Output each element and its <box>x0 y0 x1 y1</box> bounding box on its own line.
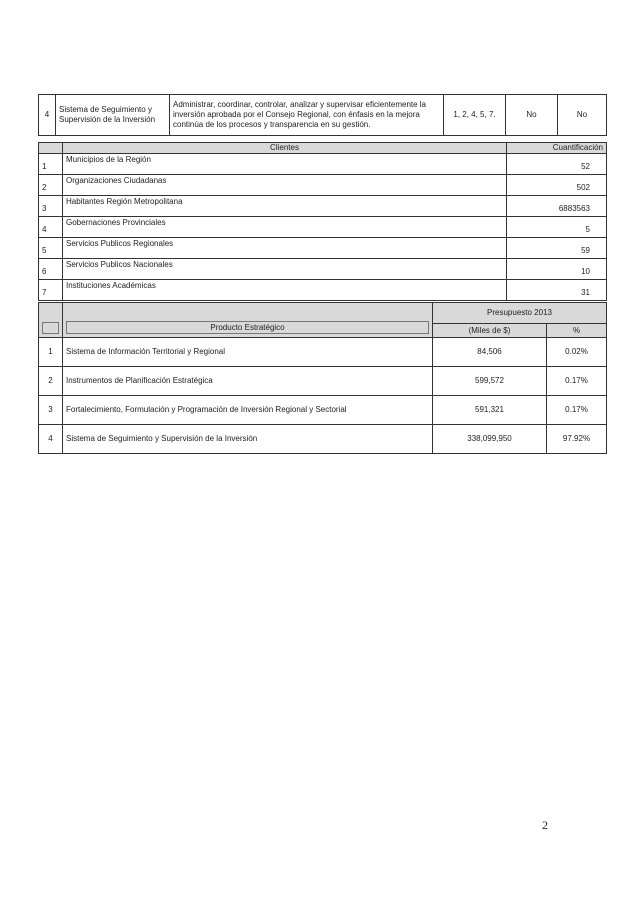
product-col1: No <box>506 95 558 136</box>
client-number: 1 <box>39 154 63 175</box>
table-row <box>39 217 607 238</box>
budget-table <box>38 302 607 454</box>
client-name: Organizaciones Ciudadanas <box>63 175 507 196</box>
budget-header: Presupuesto 2013 <box>433 303 607 324</box>
client-quantity: 10 <box>507 259 607 280</box>
clients-header: Clientes <box>63 143 507 154</box>
client-name: Servicios Publicos Nacionales <box>63 259 507 280</box>
client-name: Instituciones Académicas <box>63 280 507 301</box>
table-row <box>39 175 607 196</box>
percent-header: % <box>547 324 607 338</box>
budget-amount: 591,321 <box>433 396 547 425</box>
product-col2: No <box>558 95 607 136</box>
clients-table <box>38 142 607 301</box>
client-quantity: 52 <box>507 154 607 175</box>
table-row <box>39 396 607 425</box>
client-name: Habitantes Región Metropolitana <box>63 196 507 217</box>
product-header: Producto Estratégico <box>66 321 429 334</box>
table-row <box>39 238 607 259</box>
table-row <box>39 338 607 367</box>
amount-header: (Miles de $) <box>433 324 547 338</box>
client-number: 2 <box>39 175 63 196</box>
product-description: Administrar, coordinar, controlar, analizar y supervisar eficientemente la inversión aprobada por el Consejo Regional, con énfasis en la mejora continúa de los procesos y transparencia en su gestión. <box>170 95 444 136</box>
budget-number: 3 <box>39 396 63 425</box>
table-row <box>39 95 607 136</box>
client-number: 7 <box>39 280 63 301</box>
budget-number: 2 <box>39 367 63 396</box>
budget-percent: 0.17% <box>547 367 607 396</box>
client-quantity: 502 <box>507 175 607 196</box>
budget-amount: 338,099,950 <box>433 425 547 454</box>
client-quantity: 59 <box>507 238 607 259</box>
budget-amount: 84,506 <box>433 338 547 367</box>
budget-product: Instrumentos de Planificación Estratégica <box>63 367 433 396</box>
table-row <box>39 259 607 280</box>
page-number: 2 <box>542 818 548 832</box>
client-number: 6 <box>39 259 63 280</box>
budget-percent: 97.92% <box>547 425 607 454</box>
budget-product: Sistema de Información Territorial y Regional <box>63 338 433 367</box>
client-name: Municipios de la Región <box>63 154 507 175</box>
table-row <box>39 196 607 217</box>
product-name: Sistema de Seguimiento y Supervisión de la Inversión <box>56 95 170 136</box>
client-name: Servicios Publicos Regionales <box>63 238 507 259</box>
client-quantity: 5 <box>507 217 607 238</box>
budget-percent: 0.17% <box>547 396 607 425</box>
table-row <box>39 154 607 175</box>
client-number: 3 <box>39 196 63 217</box>
budget-product: Fortalecimiento, Formulación y Programación de Inversión Regional y Sectorial <box>63 396 433 425</box>
client-quantity: 31 <box>507 280 607 301</box>
budget-percent: 0.02% <box>547 338 607 367</box>
product-number: 4 <box>39 95 56 136</box>
table-row <box>39 280 607 301</box>
client-quantity: 6883563 <box>507 196 607 217</box>
table-row <box>39 367 607 396</box>
budget-amount: 599,572 <box>433 367 547 396</box>
quantification-header: Cuantificación <box>507 143 607 154</box>
budget-number: 1 <box>39 338 63 367</box>
client-name: Gobernaciones Provinciales <box>63 217 507 238</box>
header-shade-box <box>42 322 59 334</box>
budget-header-row <box>39 303 607 324</box>
clients-header-row <box>39 143 607 154</box>
client-number: 4 <box>39 217 63 238</box>
table-row <box>39 425 607 454</box>
budget-product: Sistema de Seguimiento y Supervisión de la Inversión <box>63 425 433 454</box>
client-number: 5 <box>39 238 63 259</box>
budget-number: 4 <box>39 425 63 454</box>
strategic-product-table <box>38 94 607 136</box>
product-objectives: 1, 2, 4, 5, 7. <box>444 95 506 136</box>
